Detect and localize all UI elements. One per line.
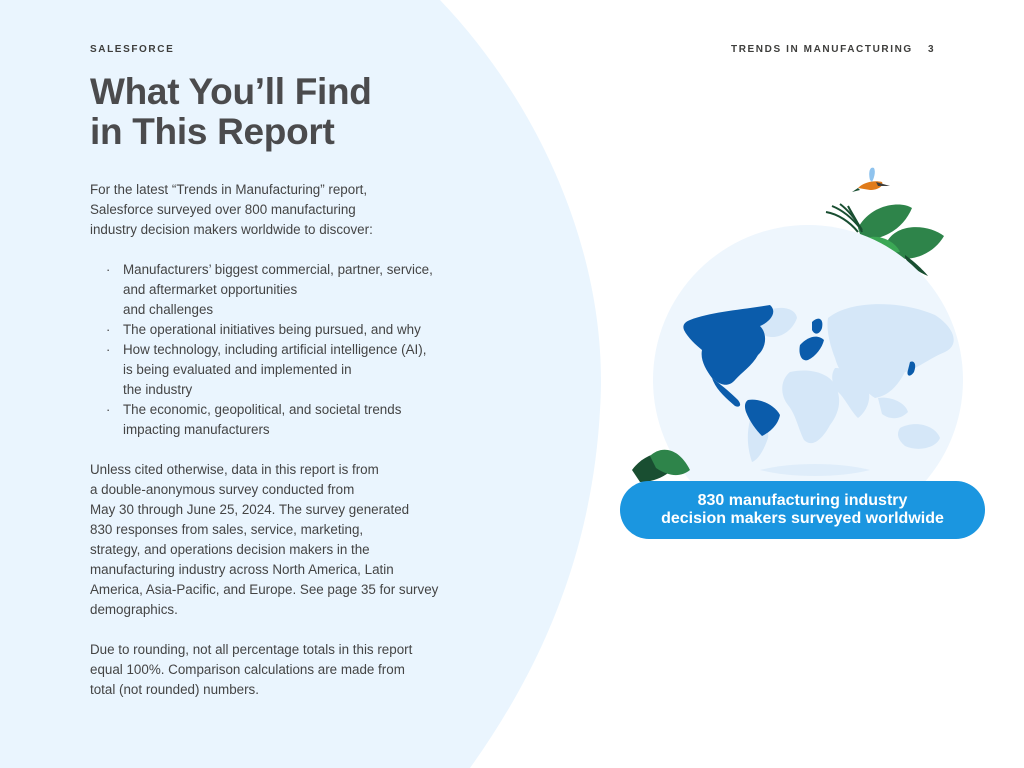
globe-illustration xyxy=(600,160,1000,500)
methodology-line: strategy, and operations decision makers in the xyxy=(90,542,370,557)
bullet-list xyxy=(90,260,460,440)
intro-line: For the latest “Trends in Manufacturing” report, xyxy=(90,182,368,197)
bullet-dot: · xyxy=(106,402,111,417)
callout-line-1: 830 manufacturing industry xyxy=(697,492,908,509)
methodology-line: demographics. xyxy=(90,602,178,617)
intro-line: industry decision makers worldwide to discover: xyxy=(90,222,373,237)
bullet-item xyxy=(90,340,460,400)
bullet-dot: · xyxy=(106,342,111,357)
methodology-line: Unless cited otherwise, data in this report is from xyxy=(90,462,379,477)
rounding-note-paragraph xyxy=(90,640,460,700)
bullet-line: Manufacturers’ biggest commercial, partner, service, xyxy=(123,262,433,277)
hummingbird-icon xyxy=(852,168,890,192)
bullet-line: is being evaluated and implemented in xyxy=(123,362,352,377)
bullet-line: The operational initiatives being pursued, and why xyxy=(123,322,421,337)
bullet-line: and aftermarket opportunities xyxy=(123,282,298,297)
methodology-line: manufacturing industry across North America, Latin xyxy=(90,562,394,577)
bullet-line: How technology, including artificial intelligence (AI), xyxy=(123,342,427,357)
bullet-item xyxy=(90,260,460,320)
body-text xyxy=(90,180,460,700)
bullet-line: and challenges xyxy=(123,302,214,317)
bullet-dot: · xyxy=(106,322,111,337)
bullet-line: The economic, geopolitical, and societal trends xyxy=(123,402,402,417)
methodology-line: America, Asia-Pacific, and Europe. See page 35 for survey xyxy=(90,582,439,597)
bullet-line: impacting manufacturers xyxy=(123,422,270,437)
callout-line-2: decision makers surveyed worldwide xyxy=(661,510,944,527)
methodology-line: a double-anonymous survey conducted from xyxy=(90,482,355,497)
page-title-line-1: What You’ll Find xyxy=(90,71,372,112)
methodology-line: May 30 through June 25, 2024. The survey generated xyxy=(90,502,410,517)
rounding-note-line: total (not rounded) numbers. xyxy=(90,682,259,697)
paragraph-spacer xyxy=(90,620,460,640)
page-number: 3 xyxy=(928,44,935,55)
bullet-line: the industry xyxy=(123,382,193,397)
bullet-item xyxy=(90,320,460,340)
methodology-paragraph xyxy=(90,460,460,620)
section-title: TRENDS IN MANUFACTURING xyxy=(731,44,913,55)
survey-callout xyxy=(620,481,985,539)
bullet-dot: · xyxy=(106,262,111,277)
brand-label: SALESFORCE xyxy=(90,44,175,55)
page-title-line-2: in This Report xyxy=(90,111,335,152)
intro-line: Salesforce surveyed over 800 manufacturing xyxy=(90,202,356,217)
rounding-note-line: equal 100%. Comparison calculations are made from xyxy=(90,662,405,677)
intro-paragraph xyxy=(90,180,460,240)
bullet-item xyxy=(90,400,460,440)
rounding-note-line: Due to rounding, not all percentage totals in this report xyxy=(90,642,413,657)
page-title xyxy=(90,72,372,152)
methodology-line: 830 responses from sales, service, marketing, xyxy=(90,522,364,537)
